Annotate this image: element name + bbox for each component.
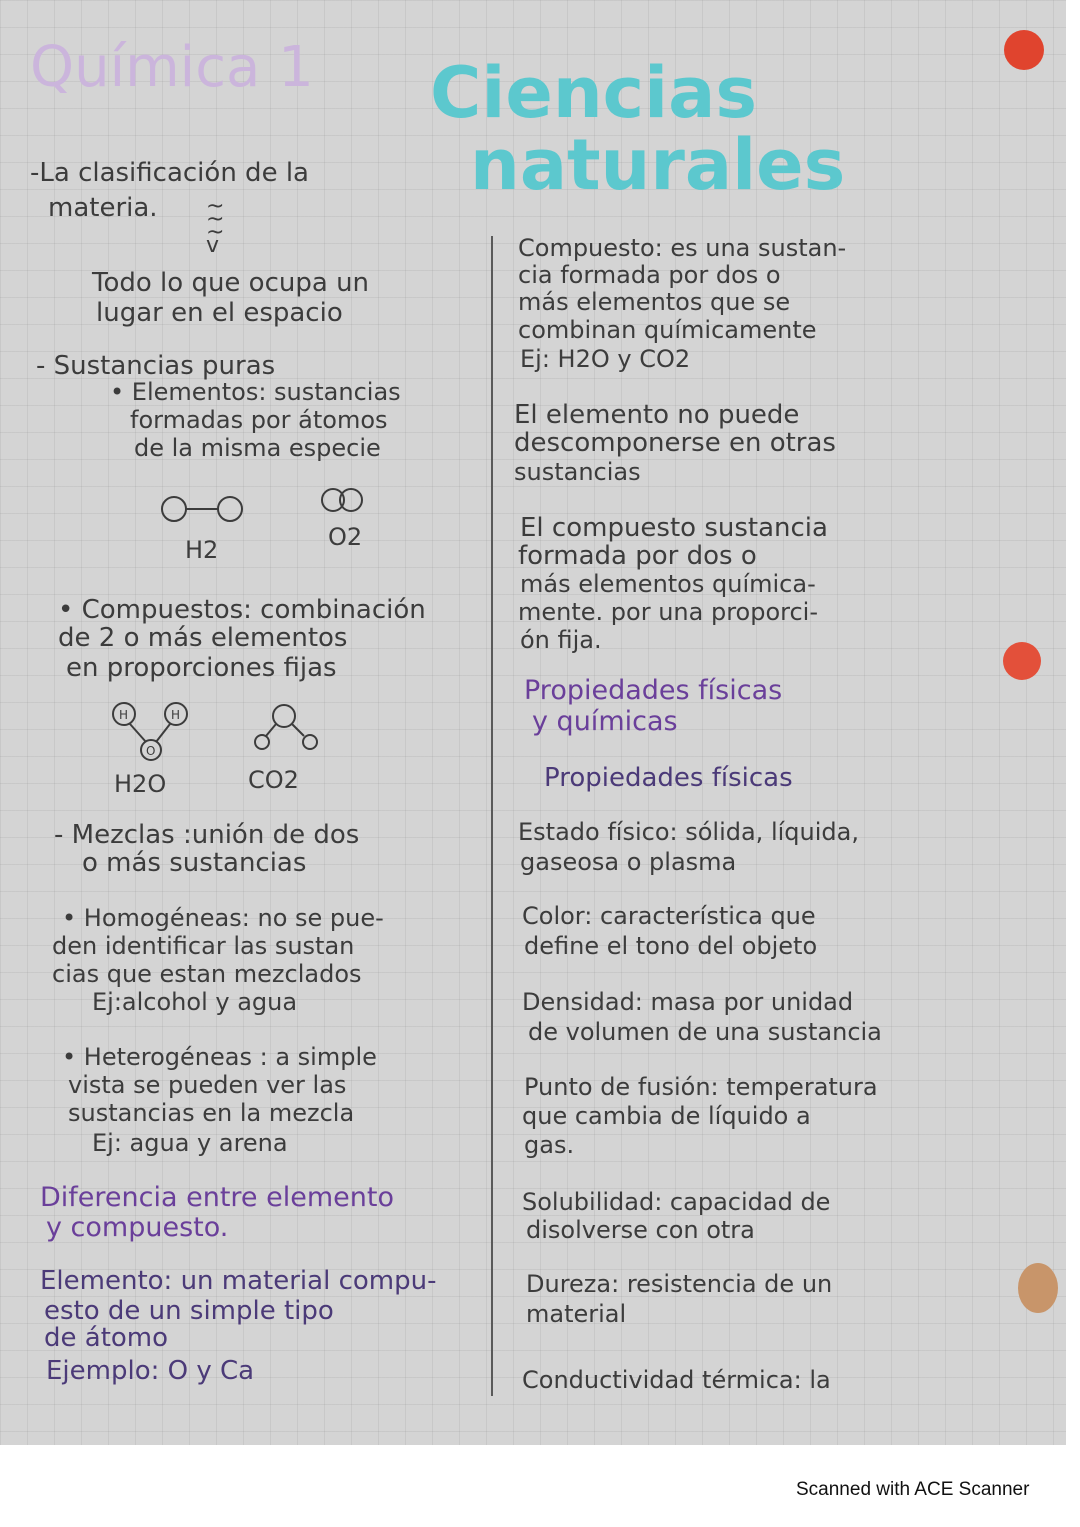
solubility-line-1: Solubilidad: capacidad de [522, 1188, 831, 1216]
binder-hole-bottom [1018, 1263, 1058, 1313]
scanner-watermark: Scanned with ACE Scanner [796, 1479, 1030, 1500]
color-line-1: Color: característica que [522, 902, 816, 930]
title-quimica: Química 1 [30, 35, 314, 100]
h2o-label: H2O [114, 770, 167, 798]
compound-note-line-3: más elementos química- [520, 570, 816, 598]
svg-text:H: H [171, 708, 181, 722]
o2-molecule-icon [320, 488, 380, 518]
heterogeneous-line-1: • Heterogéneas : a simple [62, 1043, 377, 1071]
binder-hole-top [1004, 30, 1044, 70]
physical-properties-heading: Propiedades físicas [544, 763, 793, 793]
element-def-line-3: de átomo [44, 1323, 169, 1353]
title-naturales: naturales [470, 124, 846, 206]
mixtures-line-2: o más sustancias [82, 848, 307, 878]
state-line-1: Estado físico: sólida, líquida, [518, 818, 859, 846]
compound-def-line-3: más elementos que se [518, 288, 791, 316]
compound-note-line-2: formada por dos o [518, 541, 757, 571]
pure-substances-heading: - Sustancias puras [36, 351, 276, 381]
definition-line-2: lugar en el espacio [96, 298, 343, 328]
column-divider [491, 236, 493, 1396]
h2-molecule-icon [160, 495, 250, 525]
elements-line-2: formadas por átomos [130, 406, 388, 434]
compound-def-line-4: combinan químicamente [518, 316, 817, 344]
element-example: Ejemplo: O y Ca [46, 1356, 255, 1386]
classification-line-1: -La clasificación de la [30, 158, 309, 188]
homogeneous-line-1: • Homogéneas: no se pue- [62, 904, 384, 932]
difference-heading-line-1: Diferencia entre elemento [40, 1182, 394, 1213]
compound-note-line-1: El compuesto sustancia [520, 513, 828, 543]
hardness-line-2: material [526, 1300, 627, 1328]
heterogeneous-line-3: sustancias en la mezcla [68, 1099, 355, 1127]
element-note-line-1: El elemento no puede [514, 400, 800, 430]
elements-line-3: de la misma especie [134, 434, 381, 462]
compound-note-line-5: ón fija. [520, 626, 602, 654]
density-line-2: de volumen de una sustancia [528, 1018, 882, 1046]
h2o-molecule-icon [110, 700, 200, 770]
co2-molecule-icon [254, 702, 334, 752]
homogeneous-line-2: den identificar las sustan [52, 932, 355, 960]
svg-text:H: H [119, 708, 129, 722]
heterogeneous-example: Ej: agua y arena [92, 1129, 288, 1157]
compounds-line-1: • Compuestos: combinación [58, 595, 426, 625]
h2-label: H2 [185, 536, 219, 564]
homogeneous-line-3: cias que estan mezclados [52, 960, 362, 988]
properties-title-line-1: Propiedades físicas [524, 675, 783, 706]
compound-def-line-2: cia formada por dos o [518, 261, 781, 289]
melting-line-2: que cambia de líquido a [522, 1102, 811, 1130]
element-def-line-1: Elemento: un material compu- [40, 1266, 437, 1296]
melting-line-3: gas. [524, 1131, 575, 1159]
color-line-2: define el tono del objeto [524, 932, 818, 960]
solubility-line-2: disolverse con otra [526, 1216, 755, 1244]
title-ciencias: Ciencias [430, 52, 758, 134]
mixtures-line-1: - Mezclas :unión de dos [54, 820, 360, 850]
element-note-line-2: descomponerse en otras [514, 428, 836, 458]
squiggle-arrow-icon: ~ ~ ~ v [206, 194, 225, 258]
properties-title-line-2: y químicas [532, 706, 678, 737]
elements-line-1: • Elementos: sustancias [110, 378, 401, 406]
element-note-line-3: sustancias [514, 458, 641, 486]
element-def-line-2: esto de un simple tipo [44, 1296, 334, 1326]
o2-label: O2 [328, 523, 363, 551]
compounds-line-3: en proporciones fijas [66, 653, 337, 683]
conductivity-line-1: Conductividad térmica: la [522, 1366, 831, 1394]
compound-def-line-1: Compuesto: es una sustan- [518, 234, 847, 262]
compound-def-example: Ej: H2O y CO2 [520, 345, 691, 373]
state-line-2: gaseosa o plasma [520, 848, 737, 876]
classification-line-2: materia. [48, 193, 158, 223]
compounds-line-2: de 2 o más elementos [58, 623, 348, 653]
svg-text:O: O [146, 744, 156, 758]
melting-line-1: Punto de fusión: temperatura [524, 1073, 878, 1101]
homogeneous-example: Ej:alcohol y agua [92, 988, 298, 1016]
co2-label: CO2 [248, 766, 299, 794]
density-line-1: Densidad: masa por unidad [522, 988, 854, 1016]
definition-line-1: Todo lo que ocupa un [92, 268, 370, 298]
difference-heading-line-2: y compuesto. [46, 1212, 229, 1243]
hardness-line-1: Dureza: resistencia de un [526, 1270, 833, 1298]
binder-hole-middle [1003, 642, 1041, 680]
compound-note-line-4: mente. por una proporci- [518, 598, 818, 626]
heterogeneous-line-2: vista se pueden ver las [68, 1071, 347, 1099]
